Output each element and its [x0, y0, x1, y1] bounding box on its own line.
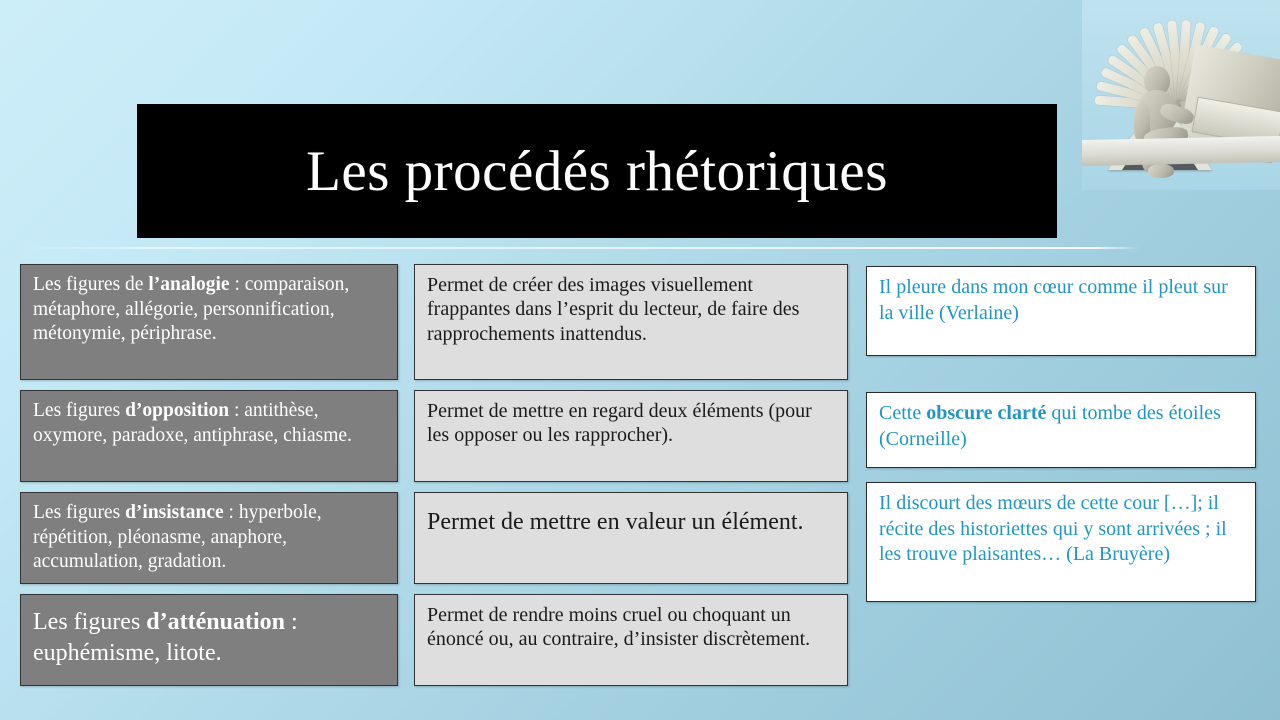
category-rest-text: : hyperbole, répétition, pléonasme, anaphore, accumulation, gradation. [33, 502, 322, 573]
book-sculpture-thinker-image [1082, 0, 1280, 190]
example-rest-text: qui tombe des étoiles (Corneille) [879, 402, 1221, 450]
category-rest-text: : antithèse, oxymore, paradoxe, antiphrase, chiasme. [33, 400, 352, 446]
example-box-corneille [866, 392, 1256, 468]
category-emphasis-text: d’atténuation [146, 609, 285, 635]
category-box-attenuation [20, 594, 398, 686]
category-lead-text: Les figures de [33, 274, 149, 295]
example-lead-text: Il discourt des mœurs de cette cour […]; il récite des historiettes qui y sont arrivées ; il les trouve plaisantes… (La Bruyère) [879, 492, 1227, 566]
title-divider [20, 247, 1140, 249]
category-emphasis-text: l’analogie [148, 274, 230, 295]
category-lead-text: Les figures [33, 609, 147, 635]
example-lead-text: Il pleure dans mon cœur comme il pleut sur la ville (Verlaine) [879, 276, 1228, 324]
effect-box-insistance: Permet de mettre en valeur un élément. [414, 492, 848, 584]
effect-box-analogie: Permet de créer des images visuellement frappantes dans l’esprit du lecteur, de faire des rapprochements inattendus. [414, 264, 848, 380]
example-box-verlaine [866, 266, 1256, 356]
category-box-opposition [20, 390, 398, 482]
effect-box-opposition: Permet de mettre en regard deux éléments (pour les opposer ou les rapprocher). [414, 390, 848, 482]
example-box-la-bruyere [866, 482, 1256, 602]
category-box-analogie [20, 264, 398, 380]
column-effects [414, 264, 848, 696]
category-rest-text: : euphémisme, litote. [33, 609, 298, 667]
category-lead-text: Les figures [33, 400, 126, 421]
page-title: Les procédés rhétoriques [306, 139, 888, 203]
shelf-ledge [1082, 136, 1280, 167]
category-box-insistance [20, 492, 398, 584]
category-emphasis-text: d’opposition [125, 400, 230, 421]
column-categories [20, 264, 398, 696]
example-emphasis-text: obscure clarté [926, 402, 1047, 424]
effect-box-attenuation: Permet de rendre moins cruel ou choquant un énoncé ou, au contraire, d’insister discrètement. [414, 594, 848, 686]
category-lead-text: Les figures [33, 502, 126, 523]
column-examples [866, 266, 1256, 612]
category-emphasis-text: d’insistance [125, 502, 224, 523]
example-lead-text: Cette [879, 402, 927, 424]
category-rest-text: : comparaison, métaphore, allégorie, personnification, métonymie, périphrase. [33, 274, 350, 345]
title-banner [137, 104, 1057, 238]
